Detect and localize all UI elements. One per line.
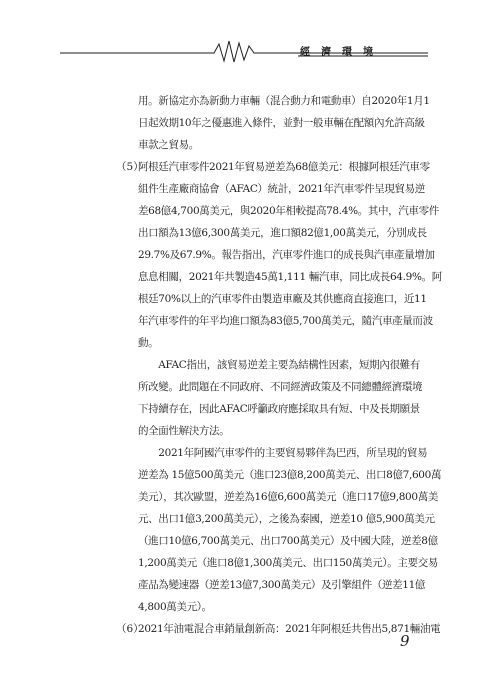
text-line: 產品為變速器（逆差13億7,300萬美元）及引擎組件（逆差11億 (138, 579, 426, 591)
text-line: 車款之貿易。 (138, 139, 199, 151)
text-line: 美元），其次歐盟，逆差為16億6,600萬美元（進口17億9,800萬美 (138, 491, 438, 503)
text-line: 日起效期10年之優惠進入條件，並對一般車輛在配額內允許高級 (138, 117, 425, 129)
text-line: 下持續存在，因此AFAC呼籲政府應採取具有短、中及長期願景 (138, 403, 420, 415)
header-title: 經濟環境 (300, 47, 384, 58)
text-line: 年汽車零件的年平均進口額為83億5,700萬美元，隨汽車產量而波 (138, 315, 433, 327)
text-line: 2021年油電混合車銷量創新高：2021年阿根廷共售出5,871輛油電 (138, 623, 441, 635)
text-line: 息息相關，2021年共製造45萬1,111 輛汽車，同比成長64.9%。阿 (138, 271, 442, 283)
text-line: 差68億4,700萬美元，與2020年相較提高78.4%。其中，汽車零件 (138, 205, 439, 217)
text-line: AFAC指出，該貿易逆差主要為結構性因素，短期內很難有 (138, 359, 420, 371)
list-item-number: （5） (116, 161, 144, 173)
text-line: 29.7%及67.9%。報告指出，汽車零件進口的成長與汽車產量增加 (138, 249, 435, 261)
text-line: （進口10億6,700萬美元、出口700萬美元）及中國大陸，逆差8億 (138, 535, 438, 547)
text-line: 所改變。此問題在不同政府、不同經濟政策及不同總體經濟環境 (138, 381, 423, 393)
list-item-number: （6） (116, 623, 144, 635)
running-header (0, 35, 480, 65)
text-line: 組件生產廠商協會（AFAC）統計，2021年汽車零件呈現貿易逆 (138, 183, 425, 195)
text-line: 2021年阿國汽車零件的主要貿易夥伴為巴西，所呈現的貿易 (138, 447, 428, 459)
text-line: 動。 (138, 337, 159, 349)
text-line: 用。新協定亦為新動力車輛（混合動力和電動車）自2020年1月1 (138, 95, 430, 107)
text-line: 逆差為 15億500萬美元（進口23億8,200萬美元、出口8億7,600萬 (138, 469, 442, 481)
page-number: 9 (400, 632, 410, 650)
text-line: 1,200萬美元（進口8億1,300萬美元、出口150萬美元）。主要交易 (138, 557, 438, 569)
text-line: 4,800萬美元）。 (138, 601, 212, 613)
text-line: 根廷70%以上的汽車零件由製造車廠及其供應商直接進口，近11 (138, 293, 427, 305)
text-line: 的全面性解決方法。 (138, 425, 230, 437)
text-line: 元、出口1億3,200萬美元），之後為泰國，逆差10 億5,900萬美元 (138, 513, 435, 525)
text-line: 出口額為13億6,300萬美元，進口額82億1,00萬美元，分別成長 (138, 227, 427, 239)
text-line: 阿根廷汽車零件2021年貿易逆差為68億美元：根據阿根廷汽車零 (138, 161, 430, 173)
